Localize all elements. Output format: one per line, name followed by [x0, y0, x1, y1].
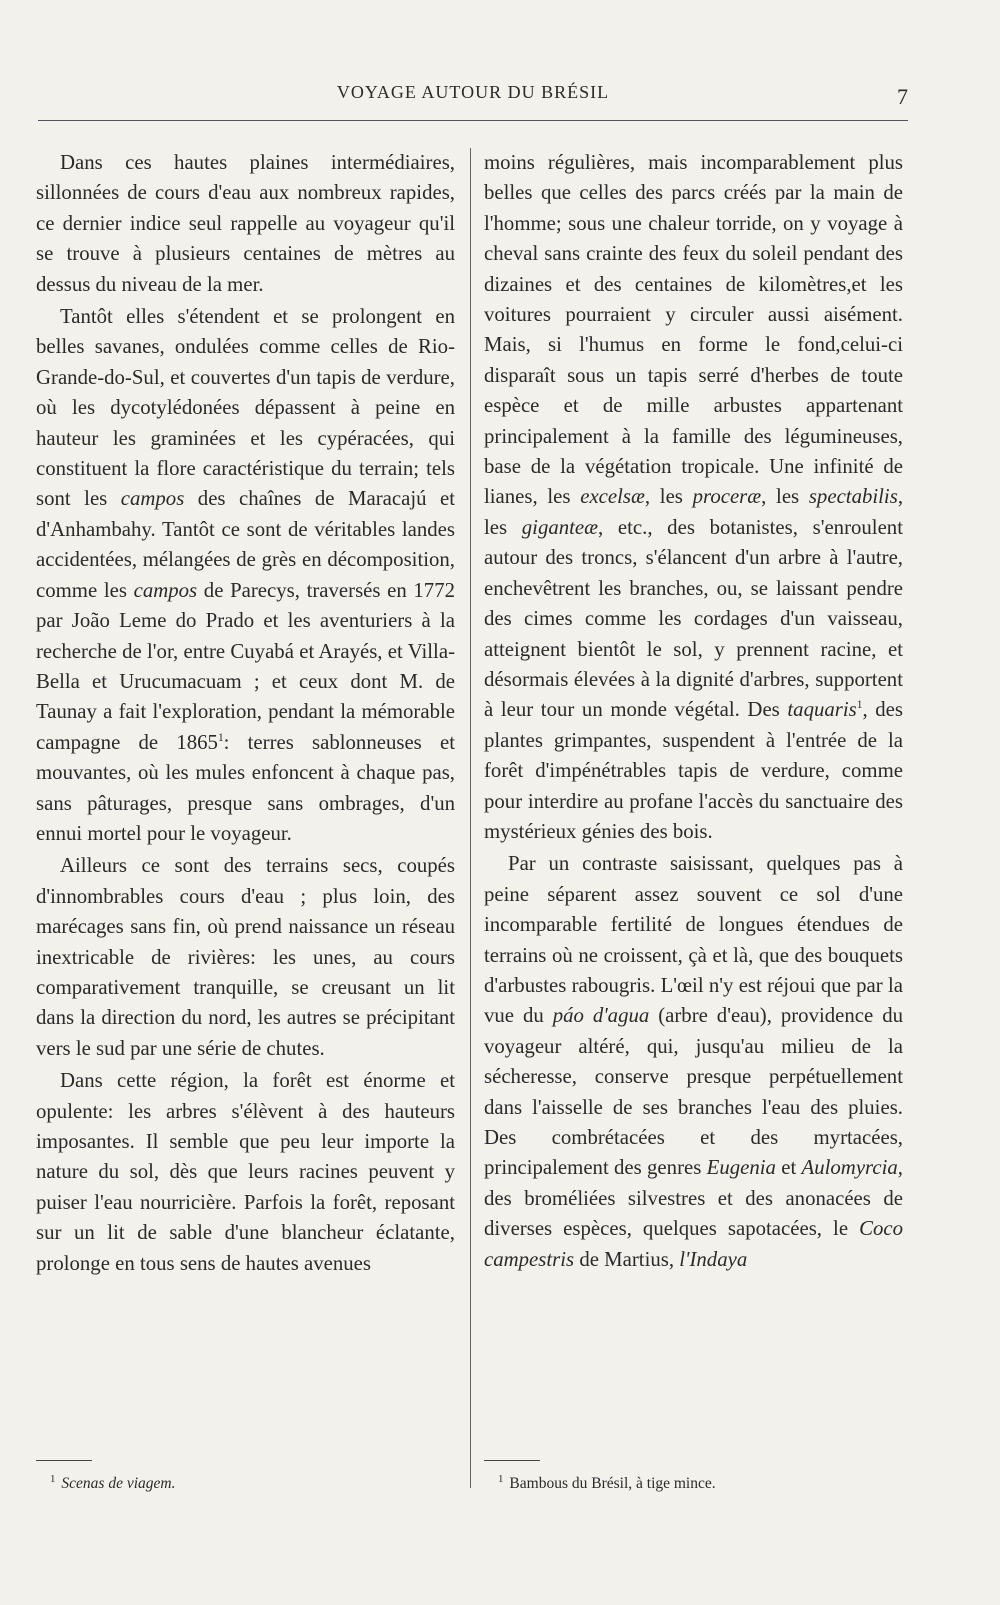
footnote-ref: 1	[217, 731, 224, 744]
footnote-text: Bambous du Brésil, à tige mince.	[509, 1475, 716, 1493]
footnote-rule	[484, 1460, 540, 1461]
italic-term: Aulomyrcia	[801, 1156, 898, 1180]
right-column	[484, 148, 903, 1438]
header-rule	[38, 120, 908, 121]
footnote-text: Scenas de viagem.	[61, 1475, 176, 1493]
italic-term: proceræ	[692, 485, 762, 509]
footnote-rule	[36, 1460, 92, 1461]
italic-term: excelsæ	[580, 485, 645, 509]
paragraph: Dans ces hautes plaines intermédiaires, sillonnées de cours d'eau aux nombreux rapides, ce dernier indice seul rappelle au voyageur qu'il se trouve à plusieurs centaines de mètres au dessus du niveau de la mer.	[36, 151, 455, 296]
running-title: VOYAGE AUTOUR DU BRÉSIL	[336, 82, 610, 102]
left-column	[36, 148, 455, 1438]
page-number: 7	[897, 84, 908, 109]
paragraph: Dans cette région, la forêt est énorme et opulente: les arbres s'élèvent à des hauteurs imposantes. Il semble que peu leur importe la nature du sol, dès que leurs racines peuvent y puiser l'eau nourricière. Parfois la forêt, reposant sur un lit de sable d'une blancheur éclatante, prolonge en tous sens de hautes avenues	[36, 1069, 455, 1275]
page-header	[38, 72, 908, 122]
paragraph: Ailleurs ce sont des terrains secs, coupés d'innombrables cours d'eau ; plus loin, des marécages sans fin, où prend naissance un réseau inextricable de rivières: les unes, au cours comparativement tranquille, se creusant un lit dans la direction du nord, les autres se précipitant vers le sud par une série de chutes.	[36, 854, 455, 1060]
italic-term: spectabilis	[808, 485, 898, 509]
italic-term: páo d'agua	[552, 1004, 650, 1028]
footnote-mark: 1	[50, 1473, 56, 1485]
italic-term: Eugenia	[706, 1156, 776, 1180]
paragraph: Par un contraste saisissant, quelques pas à peine séparent assez souvent ce sol d'une incomparable fertilité de longues étendues de terrains où ne croissent, çà et là, que des bouquets d'arbustes rabougris. L'œil n'y est réjoui que par la vue du páo d'agua (arbre d'eau), providence du voyageur altéré, qui, jusqu'au milieu de la sécheresse, conserve presque perpétuellement dans l'aisselle de ses branches l'eau des pluies. Des combrétacées et des myrtacées, principalement des genres Eugenia et Aulomyrcia, des broméliées silvestres et des anonacées de diverses espèces, quelques sapotacées, le Coco campestris de Martius, l'Indaya	[484, 852, 903, 1271]
italic-term: giganteæ	[521, 515, 599, 539]
italic-term: l'Indaya	[679, 1247, 748, 1271]
paragraph: moins régulières, mais incomparablement plus belles que celles des parcs créés par la main de l'homme; sous une chaleur torride, on y voyage à cheval sans crainte des feux du soleil pendant des dizaines et des centaines de kilomètres,et les voitures pourraient y circuler aussi aisément. Mais, si l'humus en forme le fond,celui-ci disparaît sous un tapis serré d'herbes de toute espèce et de mille arbustes appartenant principalement à la famille des légumineuses, base de la végétation tropicale. Une infinité de lianes, les excelsæ, les proceræ, les spectabilis, les giganteæ, etc., des botanistes, s'enroulent autour des troncs, s'élancent d'un arbre à l'autre, enchevêtrent les branches, ou, se laissant pendre des cimes comme les cordages d'un vaisseau, atteignent bientôt le sol, y prennent racine, et désormais élevées à la dignité d'arbres, supportent à leur tour un monde végétal. Des taquaris$^1$, des plantes grimpantes, suspendent à l'entrée de la forêt d'impénétrables tapis de verdure, comme pour interdire au profane l'accès du sanctuaire des mystérieux génies des bois.	[484, 151, 903, 843]
italic-term: campos	[120, 487, 185, 511]
italic-term: taquaris	[787, 698, 857, 722]
column-divider	[470, 148, 471, 1488]
italic-term: campos	[133, 578, 198, 602]
footnote-ref: 1	[856, 699, 863, 712]
footnote-mark: 1	[498, 1473, 504, 1485]
italic-term: Coco campestris	[484, 1217, 903, 1271]
footnote-left	[36, 1460, 455, 1494]
footnote-right	[484, 1460, 903, 1494]
paragraph: Tantôt elles s'étendent et se prolongent en belles savanes, ondulées comme celles de Rio-Grande-do-Sul, et couvertes d'un tapis de verdure, où les dycotylédonées dépassent à peine en hauteur les graminées et les cypéracées, qui constituent la flore caractéristique du terrain; tels sont les campos des chaînes de Maracajú et d'Anhambahy. Tantôt ce sont de véritables landes accidentées, mélangées de grès en décomposition, comme les campos de Parecys, traversés en 1772 par João Leme do Prado et les aventuriers à la recherche de l'or, entre Cuyabá et Arayés, et Villa-Bella et Urucumacuam ; et ceux dont M. de Taunay a fait l'exploration, pendant la mémorable campagne de 1865$^1$: terres sablonneuses et mouvantes, où les mules enfoncent à chaque pas, sans pâturages, presque sans ombrages, d'un ennui mortel pour le voyageur.	[36, 305, 455, 845]
